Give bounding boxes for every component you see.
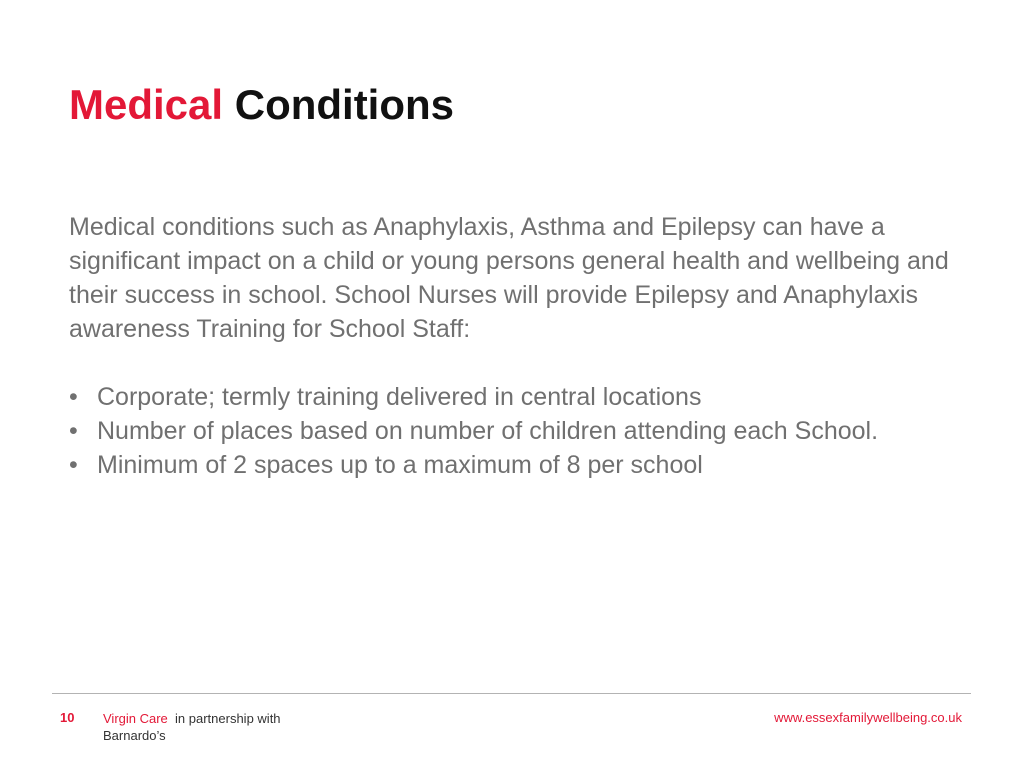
bullet-icon: • [69, 451, 78, 479]
intro-paragraph: Medical conditions such as Anaphylaxis, Asthma and Epilepsy can have a significant impact on a child or young persons general health and wellbeing and their success in school. School Nurses will provide Epilepsy and Anaphylaxis awareness Training for School Staff: [69, 213, 949, 343]
title-accent-word: Medical [69, 81, 224, 128]
slide-title [69, 80, 454, 130]
brand-virgin-care: Virgin Care [103, 711, 168, 726]
brand-partner-name: Barnardo’s [103, 728, 166, 743]
bullet-icon: • [69, 417, 78, 445]
brand-partnership-text: in partnership with [175, 711, 281, 726]
bullet-list [69, 380, 949, 482]
bullet-text: Corporate; termly training delivered in central locations [97, 383, 702, 411]
bullet-text: Number of places based on number of children attending each School. [97, 417, 879, 445]
bullet-item [69, 448, 949, 482]
bullet-icon: • [69, 383, 78, 411]
bullet-item [69, 380, 949, 414]
footer-website-link[interactable]: www.essexfamilywellbeing.co.uk [774, 710, 962, 725]
title-main-word: Conditions [234, 81, 455, 128]
bullet-text: Minimum of 2 spaces up to a maximum of 8 per school [97, 451, 703, 479]
bullet-item [69, 414, 949, 448]
footer-brand [103, 710, 343, 744]
page-number: 10 [60, 710, 75, 725]
footer-divider [52, 693, 971, 694]
